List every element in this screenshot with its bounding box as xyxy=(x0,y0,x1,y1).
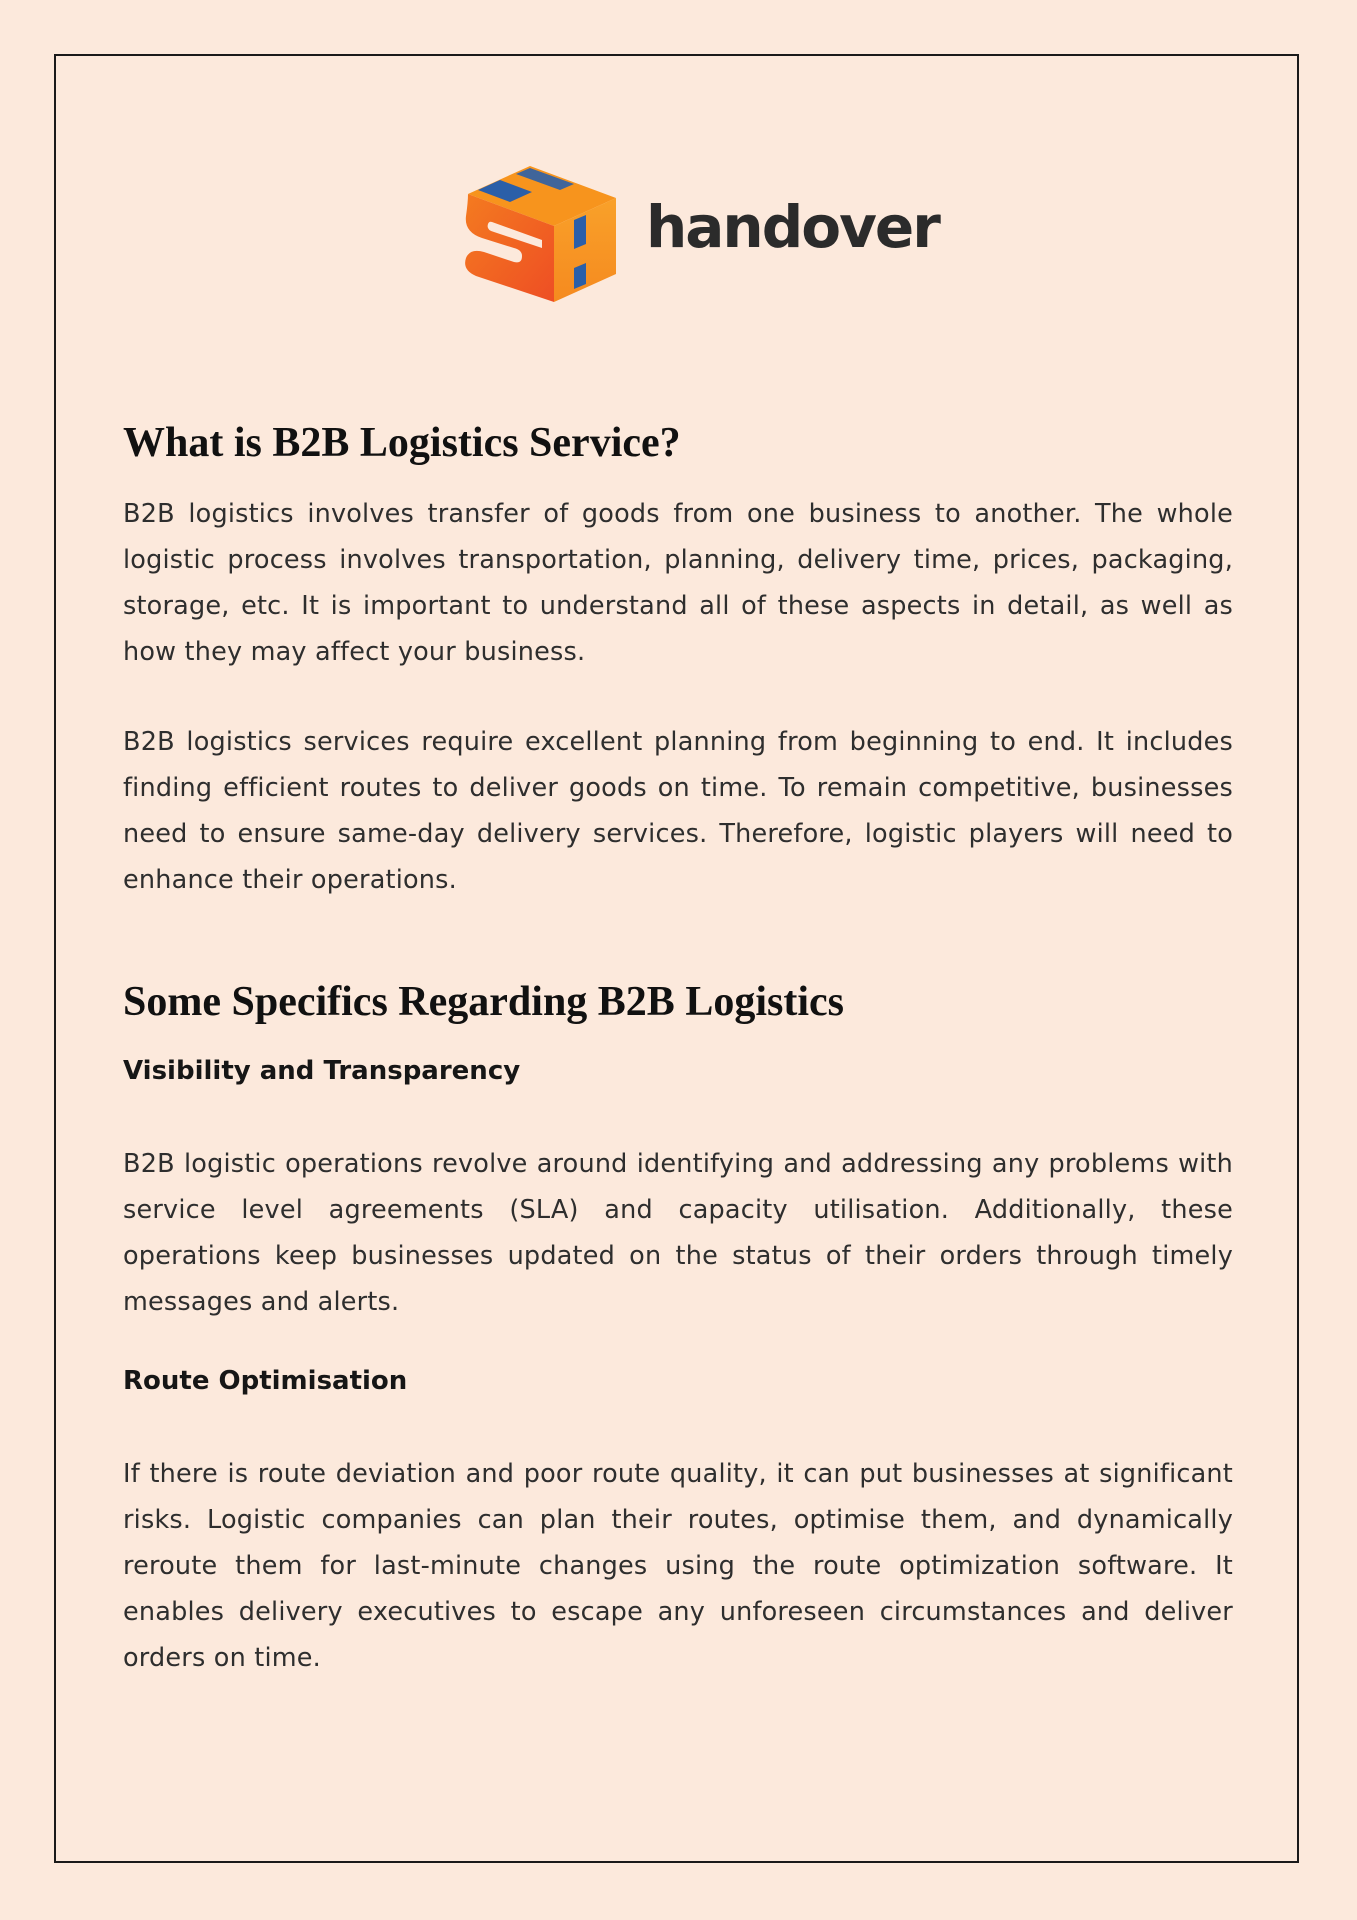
paragraph-intro-2: B2B logistics services require excellent planning from beginning to end. It includes finding efficient routes to deliver goods on time. To remain competitive, businesses need to ensure same-day delivery services. Therefore, logistic players will need to enhance their operations. xyxy=(123,726,1233,895)
section-heading-specifics: Some Specifics Regarding B2B Logistics xyxy=(123,978,844,1025)
brand-logo xyxy=(456,160,939,310)
logo-wordmark: handover xyxy=(646,193,939,261)
paragraph-route-optimisation: If there is route deviation and poor route quality, it can put businesses at significant risks. Logistic companies can plan their routes, optimise them, and dynamically reroute them for last-minute changes using the route optimization software. It enables delivery executives to escape any unforeseen circumstances and deliver orders on time. xyxy=(123,1458,1233,1673)
subheading-visibility: Visibility and Transparency xyxy=(123,1056,521,1087)
paragraph-intro-1: B2B logistics involves transfer of goods from one business to another. The whole logistic process involves transportation, planning, delivery time, prices, packaging, storage, etc. It is important to understand all of these aspects in detail, as well as how they may affect your business. xyxy=(123,498,1233,667)
handover-cube-logo-icon xyxy=(456,160,626,310)
paragraph-visibility: B2B logistic operations revolve around identifying and addressing any problems with service level agreements (SLA) and capacity utilisation. Additionally, these operations keep businesses updated on the status of their orders through timely messages and alerts. xyxy=(123,1148,1233,1317)
section-heading-what-is-b2b: What is B2B Logistics Service? xyxy=(123,420,681,466)
document-body xyxy=(123,400,1233,1681)
subheading-route-optimisation: Route Optimisation xyxy=(123,1365,408,1396)
